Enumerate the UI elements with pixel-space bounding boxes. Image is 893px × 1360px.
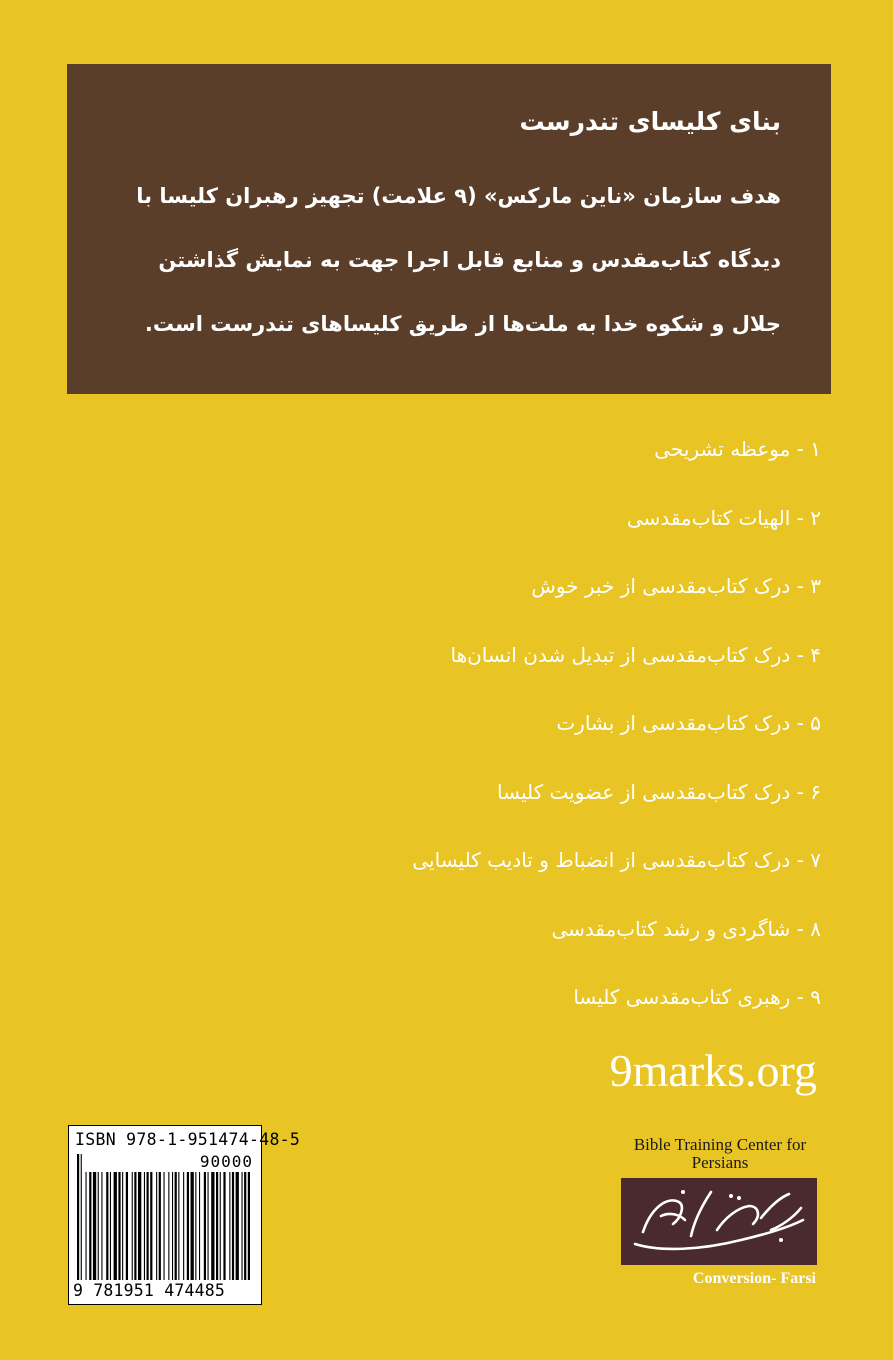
website-url: 9marks.org [609,1045,817,1096]
barcode-digits: 9 781951 474485 [73,1281,226,1300]
isbn-number: ISBN 978-1-951474-48-5 [75,1130,301,1149]
series-item: ۶ - درک کتاب‌مقدسی از عضویت کلیسا [497,779,821,804]
publisher-logo [621,1178,817,1265]
price-addon: 90000 [199,1152,253,1171]
mission-text: هدف سازمان «ناین مارکس» (۹ علامت) تجهیز رهبران کلیسا با دیدگاه کتاب‌مقدس و منابع قابل اجرا جهت به نمایش گذاشتن جلال و شکوه خدا به ملت‌ها از طریق کلیساهای تندرست است. [136,184,781,336]
series-item: ۱ - موعظه تشریحی [654,437,821,461]
series-item: ۵ - درک کتاب‌مقدسی از بشارت [556,711,821,735]
series-list [121,422,821,1039]
series-item: ۲ - الهیات کتاب‌مقدسی [626,505,821,530]
series-item: ۸ - شاگردی و رشد کتاب‌مقدسی [551,916,821,941]
barcode-bars [77,1154,255,1280]
mission-box [67,64,831,394]
series-item: ۷ - درک کتاب‌مقدسی از انضباط و تادیب کلیسایی [412,848,821,872]
calligraphy-logo-icon [621,1178,817,1265]
publisher-name: Bible Training Center for Persians [633,1135,807,1172]
mission-title: بنای کلیسای تندرست [519,107,781,136]
series-item: ۹ - رهبری کتاب‌مقدسی کلیسا [573,985,821,1009]
series-item: ۳ - درک کتاب‌مقدسی از خبر خوش [531,574,821,598]
publisher-tagline: Conversion- Farsi [692,1270,816,1287]
series-item: ۴ - درک کتاب‌مقدسی از تبدیل شدن انسان‌ها [450,642,821,667]
isbn-barcode [68,1125,301,1305]
